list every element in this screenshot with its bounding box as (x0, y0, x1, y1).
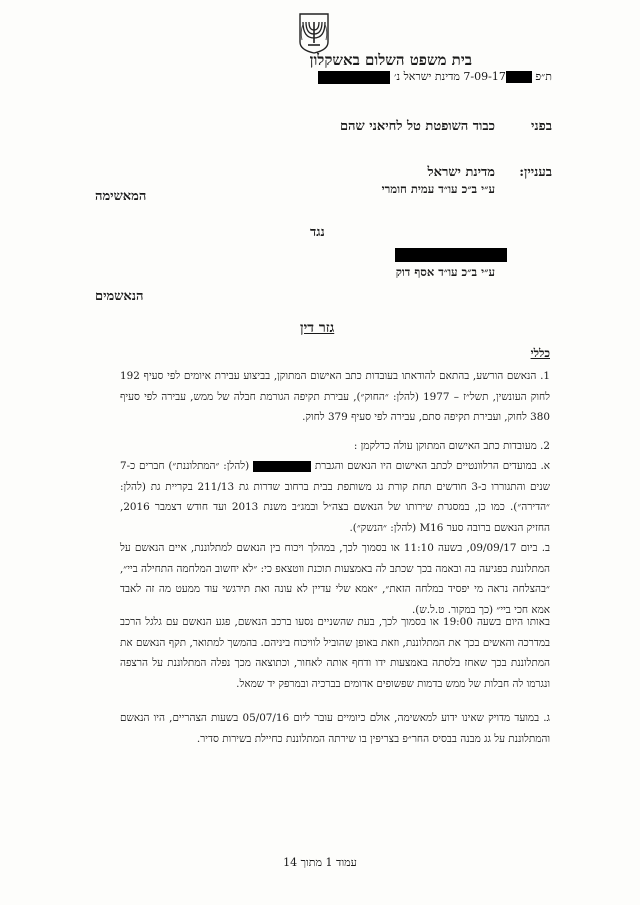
redacted-block (253, 461, 311, 472)
redacted-defendant-name (395, 248, 507, 262)
redacted-block (506, 71, 532, 83)
paragraph-2a-start: א. במועדים הרלוונטיים לכתב האישום היו הנאשם והגברת (314, 460, 550, 472)
paragraph-2a-rest: (להלן: ״המתלוננת״) חברים כ-7 שנים והתגוררו כ-3 חודשים תחת קורת גג משותפת בבית ברחוב שדרות גת 211/13 בקריית גת (להלן: ״הדירה״). כמו כן, במסגרת שירותו של הנאשם בצה״ל ובמג״ב משנת 2013 ועד חודש דצמבר 2016, החזיק הנאשם ברובה סער M16 (להלן: ״הנשק״). (120, 460, 551, 534)
paragraph-2: 2. מעובדות כתב האישום המתוקן עולה כדלקמן : (353, 440, 550, 452)
paragraph-2d: ג. במועד מדויק שאינו ידוע למאשימה, אולם כיומיים עובר ליום 05/07/16 בשעות הצהריים, היו הנאשם והמתלוננת על גג מבנה בבסיס החר״פ בצריפין בו שירתה המתלוננת כחיילת בשירות סדיר. (120, 712, 550, 745)
matter-label: בעניין: (519, 165, 552, 180)
paragraph-2b: ב. ביום 09/09/17, בשעה 11:10 או בסמוך לכך, במהלך ויכוח בין הנאשם למתלוננת, איים הנאשם על המתלוננת בפגיעה בה ובאמה בכך שכתב לה באמצעות תוכנת ווטצאפ כי: ״לא יחשוב המלחמה התחילה ביי״, ״בהצלחה נראה מי יפסיד במלחה הזאת״, ״אמא שלי עדיין לא עונה ואת תירגשי עוד ממעט מה זה לאבד אמא חכי ביי״ (כך במקור. ט.ל.ש). (120, 542, 551, 616)
bench-label: בפני (531, 119, 552, 134)
paragraph-2c: באותו היום בשעה 19:00 או בסמוך לכך, בעת שהשניים נסעו ברכב הנאשם, פגע הנאשם עם גלגל הרכב במדרכה והאשים בכך את המתלוננת, וזאת באופן שהוביל לוויכוח ביניהם. בהמשך למתואר, תקף הנאשם את המתלוננת בכך שאחז בלסתה באמצעות ידו ודחף אותה לאחור, וכתוצאה מכך נפלה המתלוננת על הרצפה ונגרמו לה חבלות של ממש בדמות שפשופים אדומים בברכיה ובמרפק יד שמאל. (120, 616, 551, 690)
paragraph-2a (120, 456, 550, 538)
plaintiff-counsel: ע״י ב״כ עו״ד עמית חומרי (381, 182, 495, 196)
redacted-block (318, 71, 390, 84)
section-general: כללי (530, 346, 550, 360)
state-emblem-icon (297, 12, 331, 54)
case-number (318, 70, 552, 84)
case-party: מדינת ישראל נ׳ (393, 70, 460, 83)
paragraph-1: 1. הנאשם הורשע, בהתאם להודאתו בעובדות כתב האישום המתוקן, בביצוע עבירת איומים לפי סעיף 192 לחוק העונשין, תשל״ז – 1977 (להלן: ״החוק״), עבירת תקיפה הגורמת חבלה של ממש, עבירה לפי סעיף 380 לחוק, ועבירת תקיפה סתם, עבירה לפי סעיף 379 לחוק. (120, 370, 550, 423)
versus-label: נגד (310, 225, 325, 240)
page-footer: עמוד 1 מתוך 14 (283, 856, 357, 869)
court-name: בית משפט השלום באשקלון (309, 51, 472, 69)
plaintiff-name: מדינת ישראל (427, 165, 495, 180)
defense-counsel: ע״י ב״כ עו״ד אסף דוק (395, 265, 495, 279)
accuser-role: המאשימה (95, 189, 147, 204)
case-prefix: ת״פ (535, 70, 552, 83)
defendant-role: הנאשמים (95, 289, 144, 304)
case-suffix: 7-09-17 (463, 70, 506, 83)
document-title: גזר דין (300, 320, 335, 336)
judge-name: כבוד השופטת טל לחיאני שהם (339, 119, 495, 134)
